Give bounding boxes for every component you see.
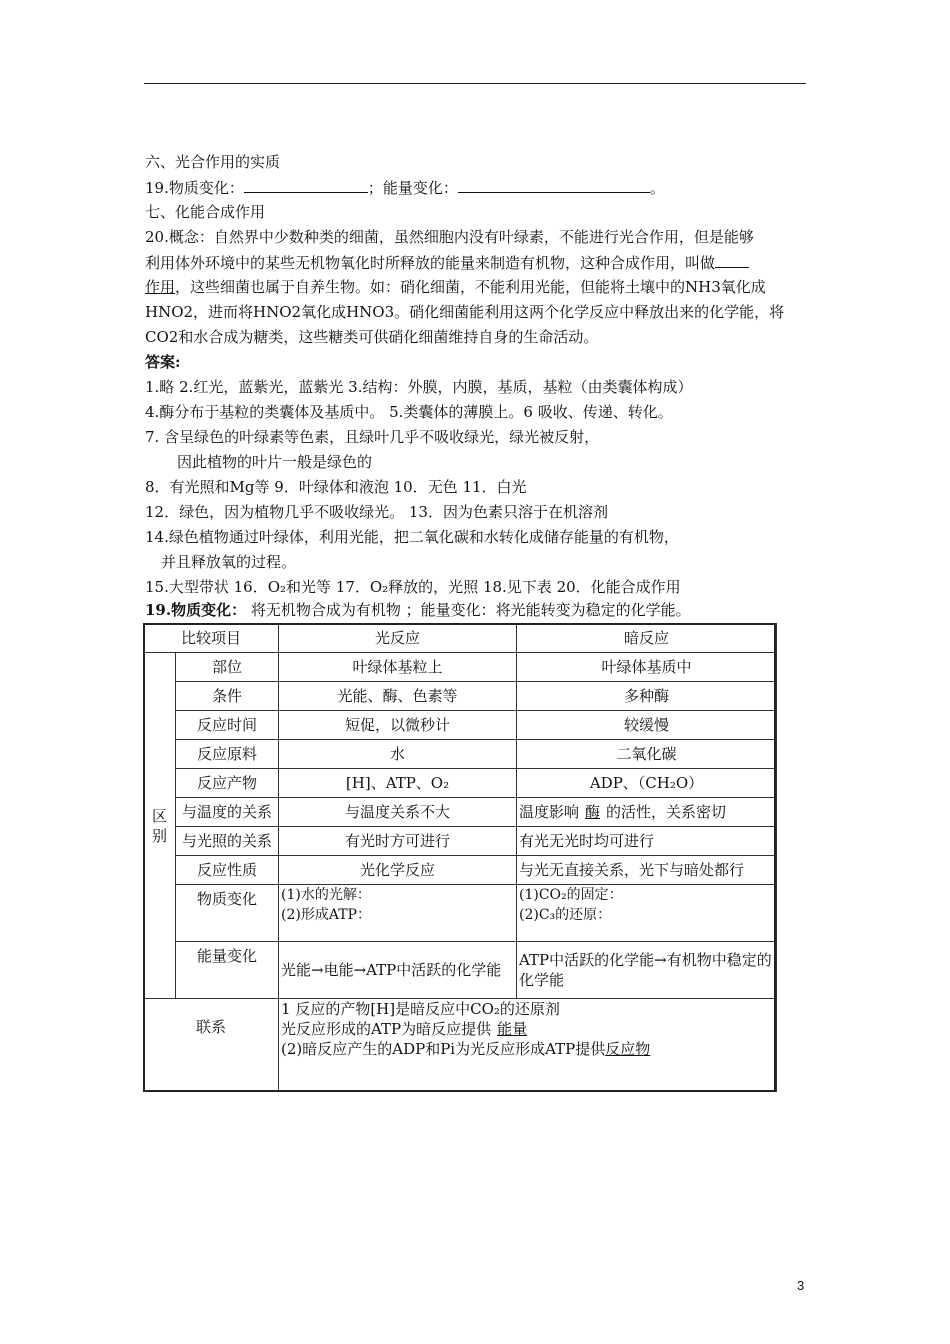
row-dark: [517, 798, 777, 827]
table-row: [144, 856, 777, 885]
row-light: 光能、酶、色素等: [279, 682, 517, 711]
header-compare-item: 比较项目: [144, 624, 279, 653]
link-line-3-text: (2)暗反应产生的ADP和Pi为光反应形成ATP提供: [281, 1040, 606, 1058]
answer-19-text: 将无机物合成为有机物 ；能量变化：将光能转变为稳定的化学能。: [246, 601, 691, 619]
table-row: [144, 711, 777, 740]
row-item: 与光照的关系: [176, 827, 279, 856]
row-light: 水: [279, 740, 517, 769]
row-dark: 二氧化碳: [517, 740, 777, 769]
row-item: 部位: [176, 653, 279, 682]
link-line-2-underlined: 能量: [497, 1020, 528, 1038]
table-link-row: [144, 999, 777, 1092]
row-light-line-1: (1)水的光解：: [281, 887, 371, 903]
answer-line-1: 1.略 2.红光，蓝紫光，蓝紫光 3.结构：外膜，内膜，基质，基粒（由类囊体构成）: [145, 378, 693, 396]
link-line-2: [281, 1019, 774, 1039]
q19-mid: ；能量变化：: [367, 179, 458, 197]
q19-energy-blank[interactable]: [458, 177, 650, 193]
row-dark: 与光无直接关系，光下与暗处都行: [517, 856, 777, 885]
q20-line-2: [145, 252, 749, 273]
row-item: 反应产物: [176, 769, 279, 798]
link-line-1: 1 反应的产物[H]是暗反应中CO₂的还原剂: [281, 1000, 560, 1018]
row-light: 光能→电能→ATP中活跃的化学能: [279, 942, 517, 999]
table-row: [144, 740, 777, 769]
link-content: [279, 999, 777, 1092]
answers-title: 答案:: [145, 353, 181, 371]
row-item: 物质变化: [176, 885, 279, 942]
section-7-title: 七、化能合成作用: [145, 203, 266, 221]
link-line-2-text: 光反应形成的ATP为暗反应提供: [281, 1020, 492, 1038]
comparison-table: [143, 623, 777, 1092]
row-light: 短促，以微秒计: [279, 711, 517, 740]
row-dark: 较缓慢: [517, 711, 777, 740]
header-light-reaction: 光反应: [279, 624, 517, 653]
row-dark-line-2: (2)C₃的还原：: [519, 907, 612, 923]
row-dark-pre: 温度影响: [519, 803, 580, 821]
row-item: 反应时间: [176, 711, 279, 740]
answer-line-8: 并且释放氧的过程。: [161, 553, 297, 571]
q20-line-5: CO2和水合成为糖类，这些糖类可供硝化细菌维持自身的生命活动。: [145, 328, 599, 346]
question-19: [145, 177, 665, 198]
row-item: 反应性质: [176, 856, 279, 885]
row-light: 有光时方可进行: [279, 827, 517, 856]
table-row: [144, 885, 777, 942]
page-number: 3: [797, 1278, 805, 1293]
answer-line-4: 因此植物的叶片一般是绿色的: [177, 453, 373, 471]
answer-line-6: 12．绿色，因为植物几乎不吸收绿光。 13．因为色素只溶于在机溶剂: [145, 503, 608, 521]
q19-material-blank[interactable]: [244, 177, 368, 193]
row-light: 与温度关系不大: [279, 798, 517, 827]
section-6-title: 六、光合作用的实质: [145, 153, 281, 171]
answer-19-label: 19.物质变化：: [145, 601, 247, 619]
table-row: [144, 769, 777, 798]
q19-end: 。: [649, 179, 665, 197]
row-dark: 多种酶: [517, 682, 777, 711]
row-dark: 叶绿体基质中: [517, 653, 777, 682]
answer-line-9: 15.大型带状 16．O₂和光等 17．O₂释放的，光照 18.见下表 20．化能合成作用: [145, 578, 681, 596]
group-label-difference: [144, 653, 176, 999]
row-light: 叶绿体基粒上: [279, 653, 517, 682]
header-dark-reaction: 暗反应: [517, 624, 777, 653]
answer-line-3: 7. 含呈绿色的叶绿素等色素，且绿叶几乎不吸收绿光，绿光被反射，: [145, 428, 600, 446]
row-dark-underlined: 酶: [585, 803, 601, 821]
row-light: [H]、ATP、O₂: [279, 769, 517, 798]
table-row: [144, 827, 777, 856]
row-light: [279, 885, 517, 942]
table-header-row: [144, 624, 777, 653]
row-dark: ADP、（CH₂O）: [517, 769, 777, 798]
row-dark: [517, 885, 777, 942]
row-light: 光化学反应: [279, 856, 517, 885]
q20-blank[interactable]: [715, 252, 749, 268]
answer-line-10: [145, 600, 691, 620]
row-dark-post: 的活性，关系密切: [606, 803, 727, 821]
group-label-char-1: 区: [151, 806, 167, 825]
link-line-3: [281, 1039, 774, 1059]
answer-line-7: 14.绿色植物通过叶绿体，利用光能，把二氧化碳和水转化成储存能量的有机物，: [145, 528, 679, 546]
row-item: 反应原料: [176, 740, 279, 769]
group-label-char-2: 别: [151, 826, 167, 845]
q20-line-3-text: ，这些细菌也属于自养生物。如：硝化细菌，不能利用光能，但能将土壤中的NH3氧化成: [175, 278, 766, 296]
q19-prefix: 19.物质变化：: [145, 179, 244, 197]
row-dark: 有光无光时均可进行: [517, 827, 777, 856]
row-item: 条件: [176, 682, 279, 711]
q20-underlined: 作用: [145, 278, 176, 296]
row-dark: ATP中活跃的化学能→有机物中稳定的化学能: [517, 942, 777, 999]
table-row: [144, 942, 777, 999]
table-row: [144, 653, 777, 682]
answer-line-5: 8．有光照和Mg等 9．叶绿体和液泡 10．无色 11．白光: [145, 478, 527, 496]
table-row: [144, 682, 777, 711]
q20-line-2-text: 利用体外环境中的某些无机物氧化时所释放的能量来制造有机物，这种合成作用，叫做: [145, 254, 716, 272]
link-label: 联系: [144, 999, 279, 1092]
header-rule: [144, 83, 806, 84]
q20-line-3: [145, 277, 766, 297]
q20-line-1: 20.概念：自然界中少数种类的细菌，虽然细胞内没有叶绿素，不能进行光合作用，但是能够: [145, 228, 754, 246]
q20-line-4: HNO2，进而将HNO2氧化成HNO3。硝化细菌能利用这两个化学反应中释放出来的化学能，将: [145, 303, 785, 321]
row-item: 与温度的关系: [176, 798, 279, 827]
link-line-3-underlined: 反应物: [605, 1040, 651, 1058]
row-dark-line-1: (1)CO₂的固定：: [519, 887, 623, 903]
answer-line-2: 4.酶分布于基粒的类囊体及基质中。 5.类囊体的薄膜上。6 吸收、传递、转化。: [145, 403, 673, 421]
row-light-line-2: (2)形成ATP：: [281, 907, 371, 923]
table-row: [144, 798, 777, 827]
row-item: 能量变化: [176, 942, 279, 999]
